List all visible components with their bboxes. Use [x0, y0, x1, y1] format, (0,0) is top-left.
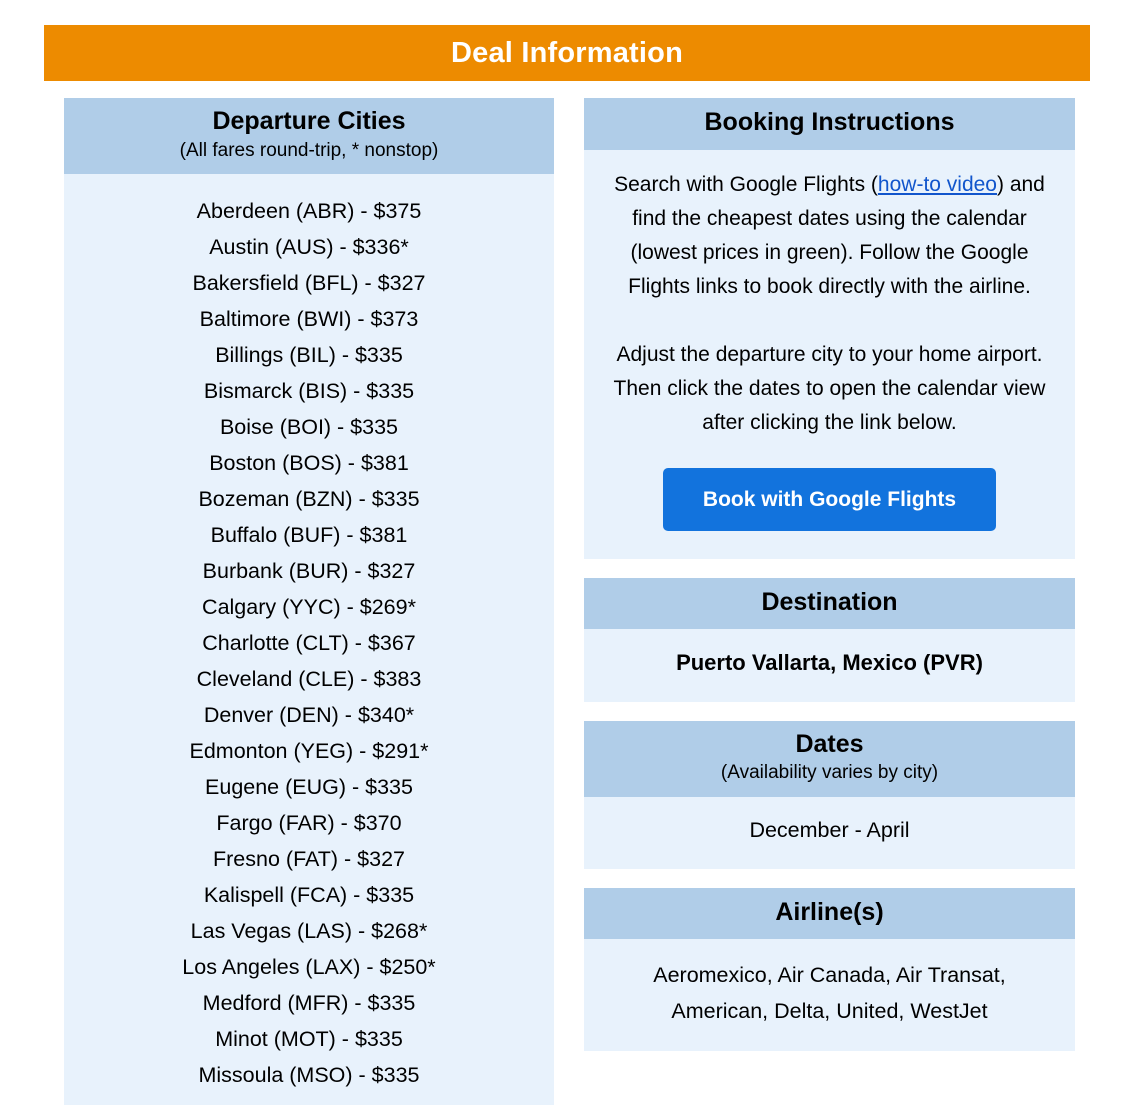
dates-subtitle: (Availability varies by city) [720, 762, 939, 784]
how-to-video-link[interactable]: how-to video [877, 172, 997, 196]
airlines-header [584, 888, 1075, 940]
destination-title: Destination [761, 587, 898, 616]
departure-city-item: Edmonton (YEG) - $291* [189, 739, 429, 764]
departure-cities-card [64, 98, 554, 1105]
departure-city-item: Kalispell (FCA) - $335 [203, 883, 415, 908]
right-column [584, 98, 1075, 1051]
airlines-card [584, 888, 1075, 1052]
booking-instructions-card [584, 98, 1075, 559]
book-with-google-flights-button[interactable]: Book with Google Flights [663, 468, 996, 531]
departure-city-item: Calgary (YYC) - $269* [202, 595, 416, 620]
departure-city-item: Baltimore (BWI) - $373 [199, 307, 419, 332]
page-title: Deal Information [451, 36, 683, 69]
departure-cities-body [64, 174, 554, 1105]
airlines-body [584, 939, 1075, 1051]
destination-body [584, 629, 1075, 702]
booking-text-after-link: ) and find the cheapest dates using the calendar (lowest prices in green). Follow the Google Flights links to book directly with the airline. [628, 172, 1045, 298]
departure-city-item: Medford (MFR) - $335 [202, 991, 416, 1016]
left-column [64, 98, 554, 1105]
destination-header [584, 578, 1075, 630]
departure-city-item: Bakersfield (BFL) - $327 [192, 271, 426, 296]
departure-cities-title: Departure Cities [212, 107, 406, 135]
departure-city-item: Cleveland (CLE) - $383 [196, 667, 422, 692]
departure-city-item: Minot (MOT) - $335 [215, 1027, 403, 1052]
deal-information-banner [44, 25, 1090, 81]
booking-text-before-link: Search with Google Flights ( [614, 172, 878, 196]
dates-body [584, 797, 1075, 869]
booking-instructions-title: Booking Instructions [704, 108, 955, 136]
departure-city-item: Bismarck (BIS) - $335 [203, 379, 415, 404]
departure-city-item: Boise (BOI) - $335 [219, 415, 399, 440]
departure-city-item: Boston (BOS) - $381 [209, 451, 409, 476]
departure-city-item: Fargo (FAR) - $370 [216, 811, 402, 836]
departure-city-item: Los Angeles (LAX) - $250* [182, 955, 436, 980]
departure-city-item: Billings (BIL) - $335 [215, 343, 403, 368]
booking-paragraph-2: Adjust the departure city to your home airport. Then click the dates to open the calendar view after clicking the link below. [613, 342, 1046, 434]
booking-button-wrap [584, 440, 1075, 559]
content-columns [64, 98, 1075, 1086]
departure-city-item: Bozeman (BZN) - $335 [198, 487, 420, 512]
airlines-title: Airline(s) [775, 897, 884, 926]
departure-city-item: Fresno (FAT) - $327 [213, 847, 405, 872]
departure-city-item: Las Vegas (LAS) - $268* [190, 919, 428, 944]
booking-instructions-header [584, 98, 1075, 150]
dates-card [584, 721, 1075, 869]
departure-city-item: Burbank (BUR) - $327 [202, 559, 416, 584]
booking-instructions-body [584, 150, 1075, 440]
departure-city-item: Austin (AUS) - $336* [209, 235, 409, 260]
departure-cities-subtitle: (All fares round-trip, * nonstop) [179, 139, 439, 161]
dates-value: December - April [749, 817, 910, 842]
departure-city-item: Charlotte (CLT) - $367 [202, 631, 416, 656]
dates-title: Dates [795, 729, 864, 758]
departure-cities-list [74, 193, 544, 1093]
booking-paragraph-1 [610, 168, 1049, 304]
departure-cities-header [64, 98, 554, 174]
departure-city-item: Buffalo (BUF) - $381 [210, 523, 408, 548]
departure-city-item: Missoula (MSO) - $335 [198, 1063, 420, 1088]
destination-value: Puerto Vallarta, Mexico (PVR) [676, 650, 983, 675]
departure-city-item: Aberdeen (ABR) - $375 [196, 199, 422, 224]
departure-city-item: Eugene (EUG) - $335 [205, 775, 413, 800]
departure-city-item: Denver (DEN) - $340* [203, 703, 415, 728]
dates-header [584, 721, 1075, 797]
destination-card [584, 578, 1075, 702]
airlines-value: Aeromexico, Air Canada, Air Transat, American, Delta, United, WestJet [653, 963, 1006, 1024]
